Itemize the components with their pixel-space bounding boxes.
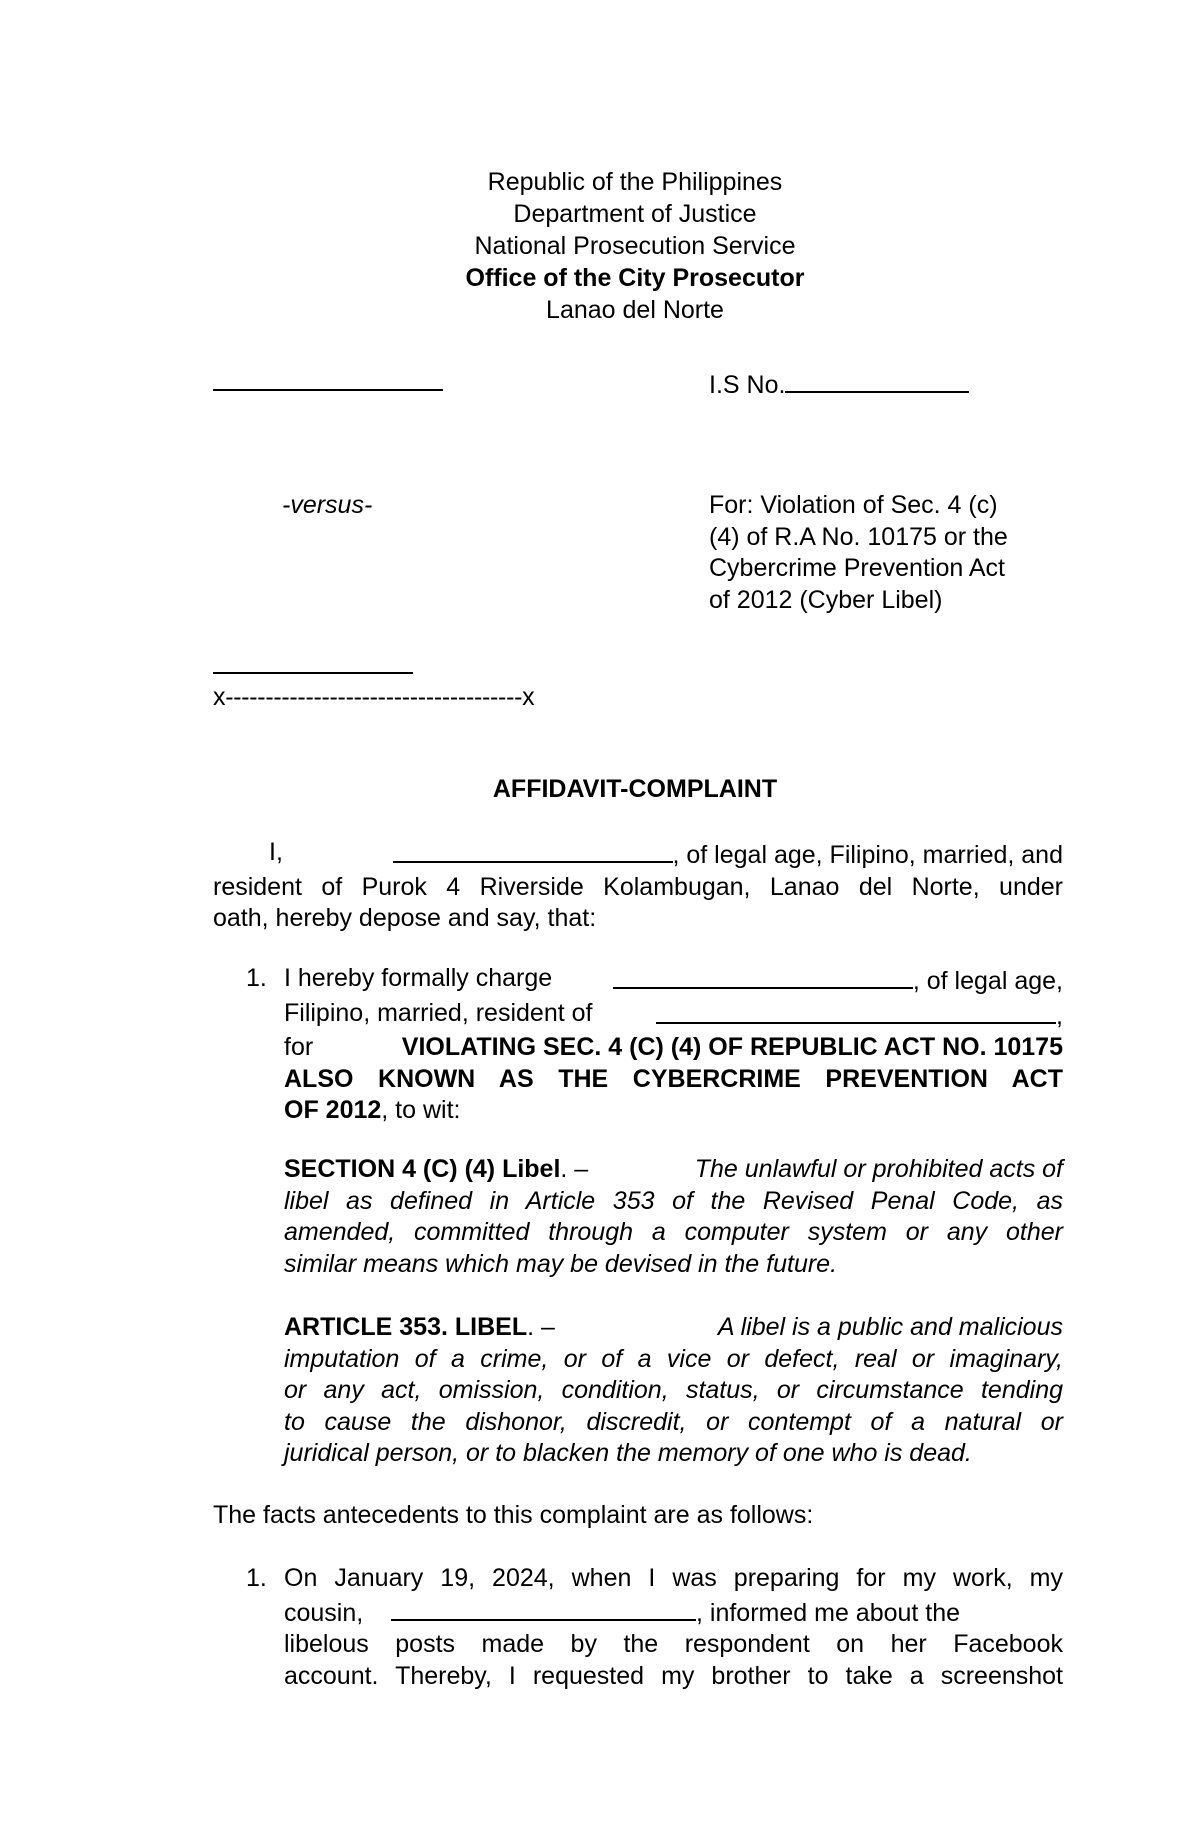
fact1-line-1: On January 19, 2024, when I was preparing for my work, my — [284, 1564, 1063, 1592]
complainant-name-blank — [213, 389, 443, 391]
fact1-line-3: libelous posts made by the respondent on her Facebook — [284, 1630, 1063, 1658]
section4-heading: SECTION 4 (C) (4) Libel — [284, 1155, 561, 1183]
charge-line-2 — [284, 998, 1063, 1033]
charge-paragraph — [284, 963, 1063, 1127]
offense-line-4: of 2012 (Cyber Libel) — [709, 585, 943, 614]
charge-line-3-bold: VIOLATING SEC. 4 (C) (4) OF REPUBLIC ACT NO. 10175 — [401, 1033, 1063, 1061]
article353-line-5: juridical person, or to blacken the memory of one who is dead. — [284, 1439, 972, 1467]
offense-line-1: For: Violation of Sec. 4 (c) — [709, 491, 998, 519]
respondent-charge-blank — [613, 963, 913, 989]
fact1-paragraph — [284, 1563, 1063, 1692]
offense-description — [709, 490, 1049, 616]
charge-line-5-bold: OF 2012 — [284, 1096, 382, 1124]
letterhead — [0, 167, 1200, 327]
offense-line-2: (4) of R.A No. 10175 or the — [709, 522, 1008, 551]
letterhead-province: Lanao del Norte — [546, 296, 724, 324]
charge-line-3 — [284, 1032, 1063, 1064]
fact1-line-2-prefix: cousin, — [284, 1598, 364, 1627]
fact1-line-4: account. Thereby, I requested my brother to take a screenshot — [284, 1661, 1063, 1690]
section4-line-1-text: The unlawful or prohibited acts of — [694, 1155, 1063, 1183]
letterhead-office: Office of the City Prosecutor — [465, 264, 805, 292]
affiant-name-blank — [393, 837, 673, 863]
charge-line-4: ALSO KNOWN AS THE CYBERCRIME PREVENTION ACT — [284, 1064, 1063, 1093]
respondent-name-blank — [213, 672, 413, 674]
is-number-label: I.S No. — [709, 371, 786, 399]
charge-line-2-prefix: Filipino, married, resident of — [284, 998, 593, 1027]
charge-line-1-prefix: I hereby formally charge — [284, 964, 553, 992]
caption-divider: x-------------------------------------x — [213, 683, 535, 711]
article353-line-3: or any act, omission, condition, status, or circumstance tending — [284, 1376, 1063, 1404]
section4-dash: . – — [560, 1155, 589, 1183]
versus-label: -versus- — [282, 491, 373, 519]
article353-heading: ARTICLE 353. LIBEL — [284, 1313, 528, 1341]
section4-line-1 — [284, 1154, 1063, 1186]
intro-line-2: resident of Purok 4 Riverside Kolambugan, Lanao del Norte, under — [213, 872, 1063, 901]
is-number-blank — [785, 367, 969, 393]
charge-line-5 — [284, 1095, 1063, 1127]
section4-quote — [284, 1154, 1063, 1280]
intro-after-blank: , of legal age, Filipino, married, and — [672, 841, 1063, 869]
charge-line-3-prefix: for — [284, 1033, 314, 1061]
intro-line-3: oath, hereby depose and say, that: — [213, 904, 597, 932]
intro-line-1 — [213, 837, 1063, 872]
article353-line-1-text: A libel is a public and malicious — [717, 1313, 1063, 1341]
section4-line-3: amended, committed through a computer system or any other — [284, 1218, 1063, 1246]
article353-line-2: imputation of a crime, or of a vice or defect, real or imaginary, — [284, 1344, 1063, 1373]
letterhead-service: National Prosecution Service — [474, 232, 796, 260]
cousin-name-blank — [391, 1595, 696, 1621]
article353-quote — [284, 1312, 1063, 1470]
is-number — [709, 367, 969, 402]
article353-line-1 — [284, 1312, 1063, 1344]
letterhead-republic: Republic of the Philippines — [487, 168, 783, 196]
fact1-number: 1. — [246, 1564, 267, 1592]
section4-line-2: libel as defined in Article 353 of the Revised Penal Code, as — [284, 1186, 1063, 1215]
facts-intro: The facts antecedents to this complaint are as follows: — [213, 1501, 814, 1529]
respondent-address-blank — [656, 998, 1056, 1024]
article353-dash: . – — [527, 1313, 555, 1341]
charge-number: 1. — [246, 964, 267, 992]
letterhead-department: Department of Justice — [513, 200, 757, 228]
offense-line-3: Cybercrime Prevention Act — [709, 554, 1005, 582]
document-title: AFFIDAVIT-COMPLAINT — [492, 775, 778, 803]
section4-line-4: similar means which may be devised in the future. — [284, 1249, 838, 1278]
fact1-line-2-suffix: , informed me about the — [696, 1598, 961, 1627]
charge-line-2-suffix: , — [1056, 1001, 1063, 1030]
article353-line-4: to cause the dishonor, discredit, or contempt of a natural or — [284, 1407, 1063, 1436]
charge-line-1 — [284, 963, 1063, 998]
intro-prefix: I, — [269, 838, 283, 866]
charge-line-1-suffix: , of legal age, — [912, 967, 1063, 995]
fact1-line-2 — [284, 1595, 1063, 1630]
charge-line-5-suffix: , to wit: — [381, 1096, 461, 1124]
intro-paragraph — [213, 837, 1063, 935]
